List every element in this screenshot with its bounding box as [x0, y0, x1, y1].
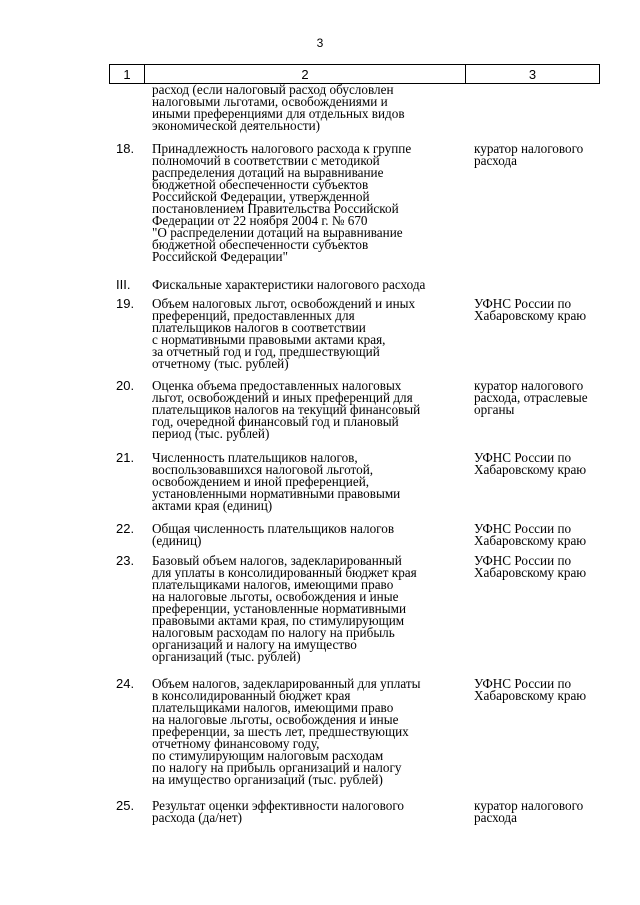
- text-line: Хабаровскому краю: [474, 565, 587, 580]
- text-line: освобождением и иной преференцией,: [152, 474, 370, 489]
- text-line: в консолидированный бюджет края: [152, 688, 351, 703]
- row-responsible: [474, 452, 614, 476]
- table-header: [109, 64, 600, 84]
- text-line: плательщиками налогов, имеющими право: [152, 577, 394, 592]
- text-line: на налоговые льготы, освобождения и иные: [152, 589, 399, 604]
- row-number: 20.: [116, 378, 135, 393]
- text-line: за отчетный год и год, предшествующий: [152, 344, 380, 359]
- row-responsible: [474, 800, 614, 824]
- text-line: куратор налогового: [474, 798, 584, 813]
- row-responsible: [474, 555, 614, 579]
- text-line: Оценка объема предоставленных налоговых: [152, 378, 402, 393]
- text-line: Хабаровскому краю: [474, 533, 587, 548]
- text-line: налоговыми льготами, освобождениями и: [152, 94, 388, 109]
- text-line: Принадлежность налогового расхода к группе: [152, 141, 412, 156]
- text-line: период (тыс. рублей): [152, 426, 270, 441]
- text-line: полномочий в соответствии с методикой: [152, 153, 380, 168]
- text-line: Численность плательщиков налогов,: [152, 450, 358, 465]
- text-line: куратор налогового: [474, 141, 584, 156]
- row-number: 21.: [116, 450, 135, 465]
- text-line: правовыми актами края, по стимулирующим: [152, 613, 405, 628]
- text-line: налоговым расходам по налогу на прибыль: [152, 625, 395, 640]
- row-description: [152, 555, 470, 663]
- table-header-col-1: 1: [110, 65, 145, 83]
- page-number: 3: [316, 36, 324, 50]
- text-line: Хабаровскому краю: [474, 688, 587, 703]
- text-line: Российской Федерации, утвержденной: [152, 189, 370, 204]
- text-line: льгот, освобождений и иных преференций для: [152, 390, 413, 405]
- text-line: расхода: [474, 153, 517, 168]
- text-line: плательщиков налогов на текущий финансовый: [152, 402, 421, 417]
- row-description: [152, 84, 470, 132]
- row-responsible: [474, 298, 614, 322]
- row-description: [152, 380, 470, 440]
- text-line: отчетному (тыс. рублей): [152, 356, 289, 371]
- text-line: Федерации от 22 ноября 2004 г. № 670: [152, 213, 368, 228]
- text-line: куратор налогового: [474, 378, 584, 393]
- text-line: постановлением Правительства Российской: [152, 201, 399, 216]
- text-line: преференций, предоставленных для: [152, 308, 355, 323]
- text-line: Хабаровскому краю: [474, 308, 587, 323]
- row-number: 18.: [116, 141, 135, 156]
- text-line: Хабаровскому краю: [474, 462, 587, 477]
- text-line: Общая численность плательщиков налогов: [152, 521, 395, 536]
- text-line: на имущество организаций (тыс. рублей): [152, 772, 383, 787]
- text-line: на налоговые льготы, освобождения и иные: [152, 712, 399, 727]
- text-line: организаций (тыс. рублей): [152, 649, 301, 664]
- text-line: УФНС России по: [474, 296, 572, 311]
- text-line: воспользовавшихся налоговой льготой,: [152, 462, 374, 477]
- row-number: 24.: [116, 676, 135, 691]
- text-line: по налогу на прибыль организаций и налогу: [152, 760, 402, 775]
- row-description: [152, 523, 470, 547]
- text-line: бюджетной обеспеченности субъектов: [152, 177, 369, 192]
- row-responsible: [474, 143, 614, 167]
- text-line: расхода (да/нет): [152, 810, 242, 825]
- text-line: распределения дотаций на выравнивание: [152, 165, 384, 180]
- text-line: экономической деятельности): [152, 118, 321, 133]
- text-line: Фискальные характеристики налогового расхода: [152, 277, 426, 292]
- text-line: год, очередной финансовый год и плановый: [152, 414, 399, 429]
- text-line: установленными нормативными правовыми: [152, 486, 401, 501]
- text-line: Объем налоговых льгот, освобождений и иных: [152, 296, 416, 311]
- text-line: с нормативными правовыми актами края,: [152, 332, 386, 347]
- row-description: [152, 678, 470, 786]
- text-line: расхода: [474, 810, 517, 825]
- text-line: для уплаты в консолидированный бюджет края: [152, 565, 417, 580]
- text-line: Базовый объем налогов, задекларированный: [152, 553, 402, 568]
- row-description: [152, 800, 470, 824]
- text-line: плательщиками налогов, имеющими право: [152, 700, 394, 715]
- row-description: [152, 143, 470, 263]
- section-number: III.: [116, 277, 131, 292]
- row-responsible: [474, 678, 614, 702]
- row-number: 22.: [116, 521, 135, 536]
- text-line: бюджетной обеспеченности субъектов: [152, 237, 369, 252]
- row-number: 25.: [116, 798, 135, 813]
- row-number: 19.: [116, 296, 135, 311]
- text-line: иными преференциями для отдельных видов: [152, 106, 405, 121]
- text-line: по стимулирующим налоговым расходам: [152, 748, 384, 763]
- text-line: отчетному финансовому году,: [152, 736, 320, 751]
- text-line: "О распределении дотаций на выравнивание: [152, 225, 403, 240]
- text-line: расход (если налоговый расход обусловлен: [152, 82, 394, 97]
- row-description: [152, 298, 470, 370]
- row-responsible: [474, 380, 614, 416]
- row-responsible: [474, 523, 614, 547]
- text-line: органы: [474, 402, 515, 417]
- row-number: 23.: [116, 553, 135, 568]
- section-title: [152, 279, 470, 291]
- text-line: Результат оценки эффективности налогового: [152, 798, 404, 813]
- text-line: УФНС России по: [474, 521, 572, 536]
- text-line: (единиц): [152, 533, 202, 548]
- text-line: актами края (единиц): [152, 498, 273, 513]
- text-line: УФНС России по: [474, 676, 572, 691]
- row-description: [152, 452, 470, 512]
- text-line: Объем налогов, задекларированный для уплаты: [152, 676, 421, 691]
- text-line: преференции, за шесть лет, предшествующих: [152, 724, 409, 739]
- text-line: преференции, установленные нормативными: [152, 601, 407, 616]
- text-line: Российской Федерации": [152, 249, 288, 264]
- text-line: УФНС России по: [474, 450, 572, 465]
- table-header-col-2: 2: [145, 65, 466, 83]
- text-line: УФНС России по: [474, 553, 572, 568]
- text-line: расхода, отраслевые: [474, 390, 588, 405]
- text-line: организаций и налогу на имущество: [152, 637, 357, 652]
- text-line: плательщиков налогов в соответствии: [152, 320, 366, 335]
- table-header-col-3: 3: [528, 66, 537, 82]
